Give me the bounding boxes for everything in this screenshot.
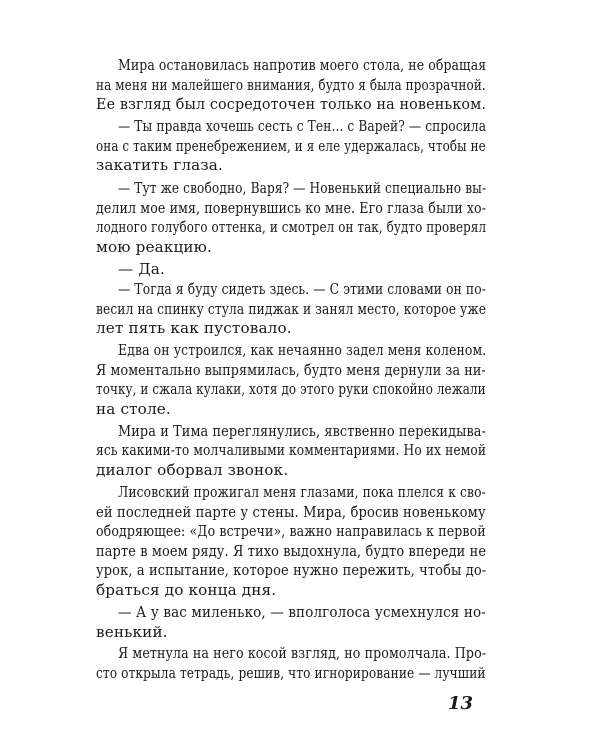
text-line: Я метнула на него косой взгляд, но промолчала. Про- — [118, 644, 487, 663]
text-line: — Ты правда хочешь сесть с Тен... с Варей? — спросила — [118, 117, 487, 136]
text-line: ободряющее: «До встречи», важно направилась к первой — [96, 522, 486, 541]
text-line: парте в моем ряду. Я тихо выдохнула, будто впереди не — [96, 541, 487, 560]
text-line: — Тогда я буду сидеть здесь. — С этими словами он по- — [118, 280, 486, 299]
text-line: — Тут же свободно, Варя? — Новенький специально вы- — [118, 178, 487, 197]
text-line: сто открыла тетрадь, решив, что игнорирование — лучший — [96, 664, 486, 682]
text-line: — Да. — [118, 259, 165, 278]
text-line: она с таким пренебрежением, и я еле удержалась, чтобы не — [96, 136, 486, 155]
text-line: на столе. — [96, 399, 171, 418]
text-line: ясь какими-то молчаливыми комментариями. Но их немой — [96, 441, 487, 460]
text-line: диалог оборвал звонок. — [96, 461, 289, 480]
text-line: на меня ни малейшего внимания, будто я была прозрачной. — [96, 75, 486, 94]
text-line: делил мое имя, повернувшись ко мне. Его глаза были хо- — [96, 198, 487, 217]
text-line: Едва он устроился, как нечаянно задел меня коленом. — [118, 341, 487, 360]
text-line: Мира остановилась напротив моего стола, не обращая — [118, 56, 487, 74]
text-line: Лисовский прожигал меня глазами, пока плелся к сво- — [118, 482, 486, 501]
text-line: закатить глаза. — [96, 156, 223, 175]
text-line: браться до конца дня. — [96, 581, 277, 600]
text-line: мою реакцию. — [96, 237, 213, 256]
page-number: 13 — [448, 693, 474, 714]
text-line: Мира и Тима переглянулись, явственно перекидыва- — [118, 421, 487, 440]
text-line: точку, и сжала кулаки, хотя до этого руки спокойно лежали — [96, 380, 486, 399]
text-line: весил на спинку стула пиджак и занял место, которое уже — [96, 299, 487, 318]
text-line: Я моментально выпрямилась, будто меня дернули за ни- — [96, 360, 486, 379]
text-line: урок, а испытание, которое нужно пережить, чтобы до- — [96, 561, 487, 580]
text-line: лет пять как пустовало. — [96, 319, 292, 338]
text-line: лодного голубого оттенка, и смотрел он так, будто проверял — [96, 218, 487, 237]
text-line: Ее взгляд был сосредоточен только на новеньком. — [96, 95, 487, 114]
text-line: — А у вас миленько, — вполголоса усмехнулся но- — [118, 602, 486, 621]
text-line: ей последней парте у стены. Мира, бросив новенькому — [96, 502, 486, 521]
text-line: венький. — [96, 622, 168, 641]
